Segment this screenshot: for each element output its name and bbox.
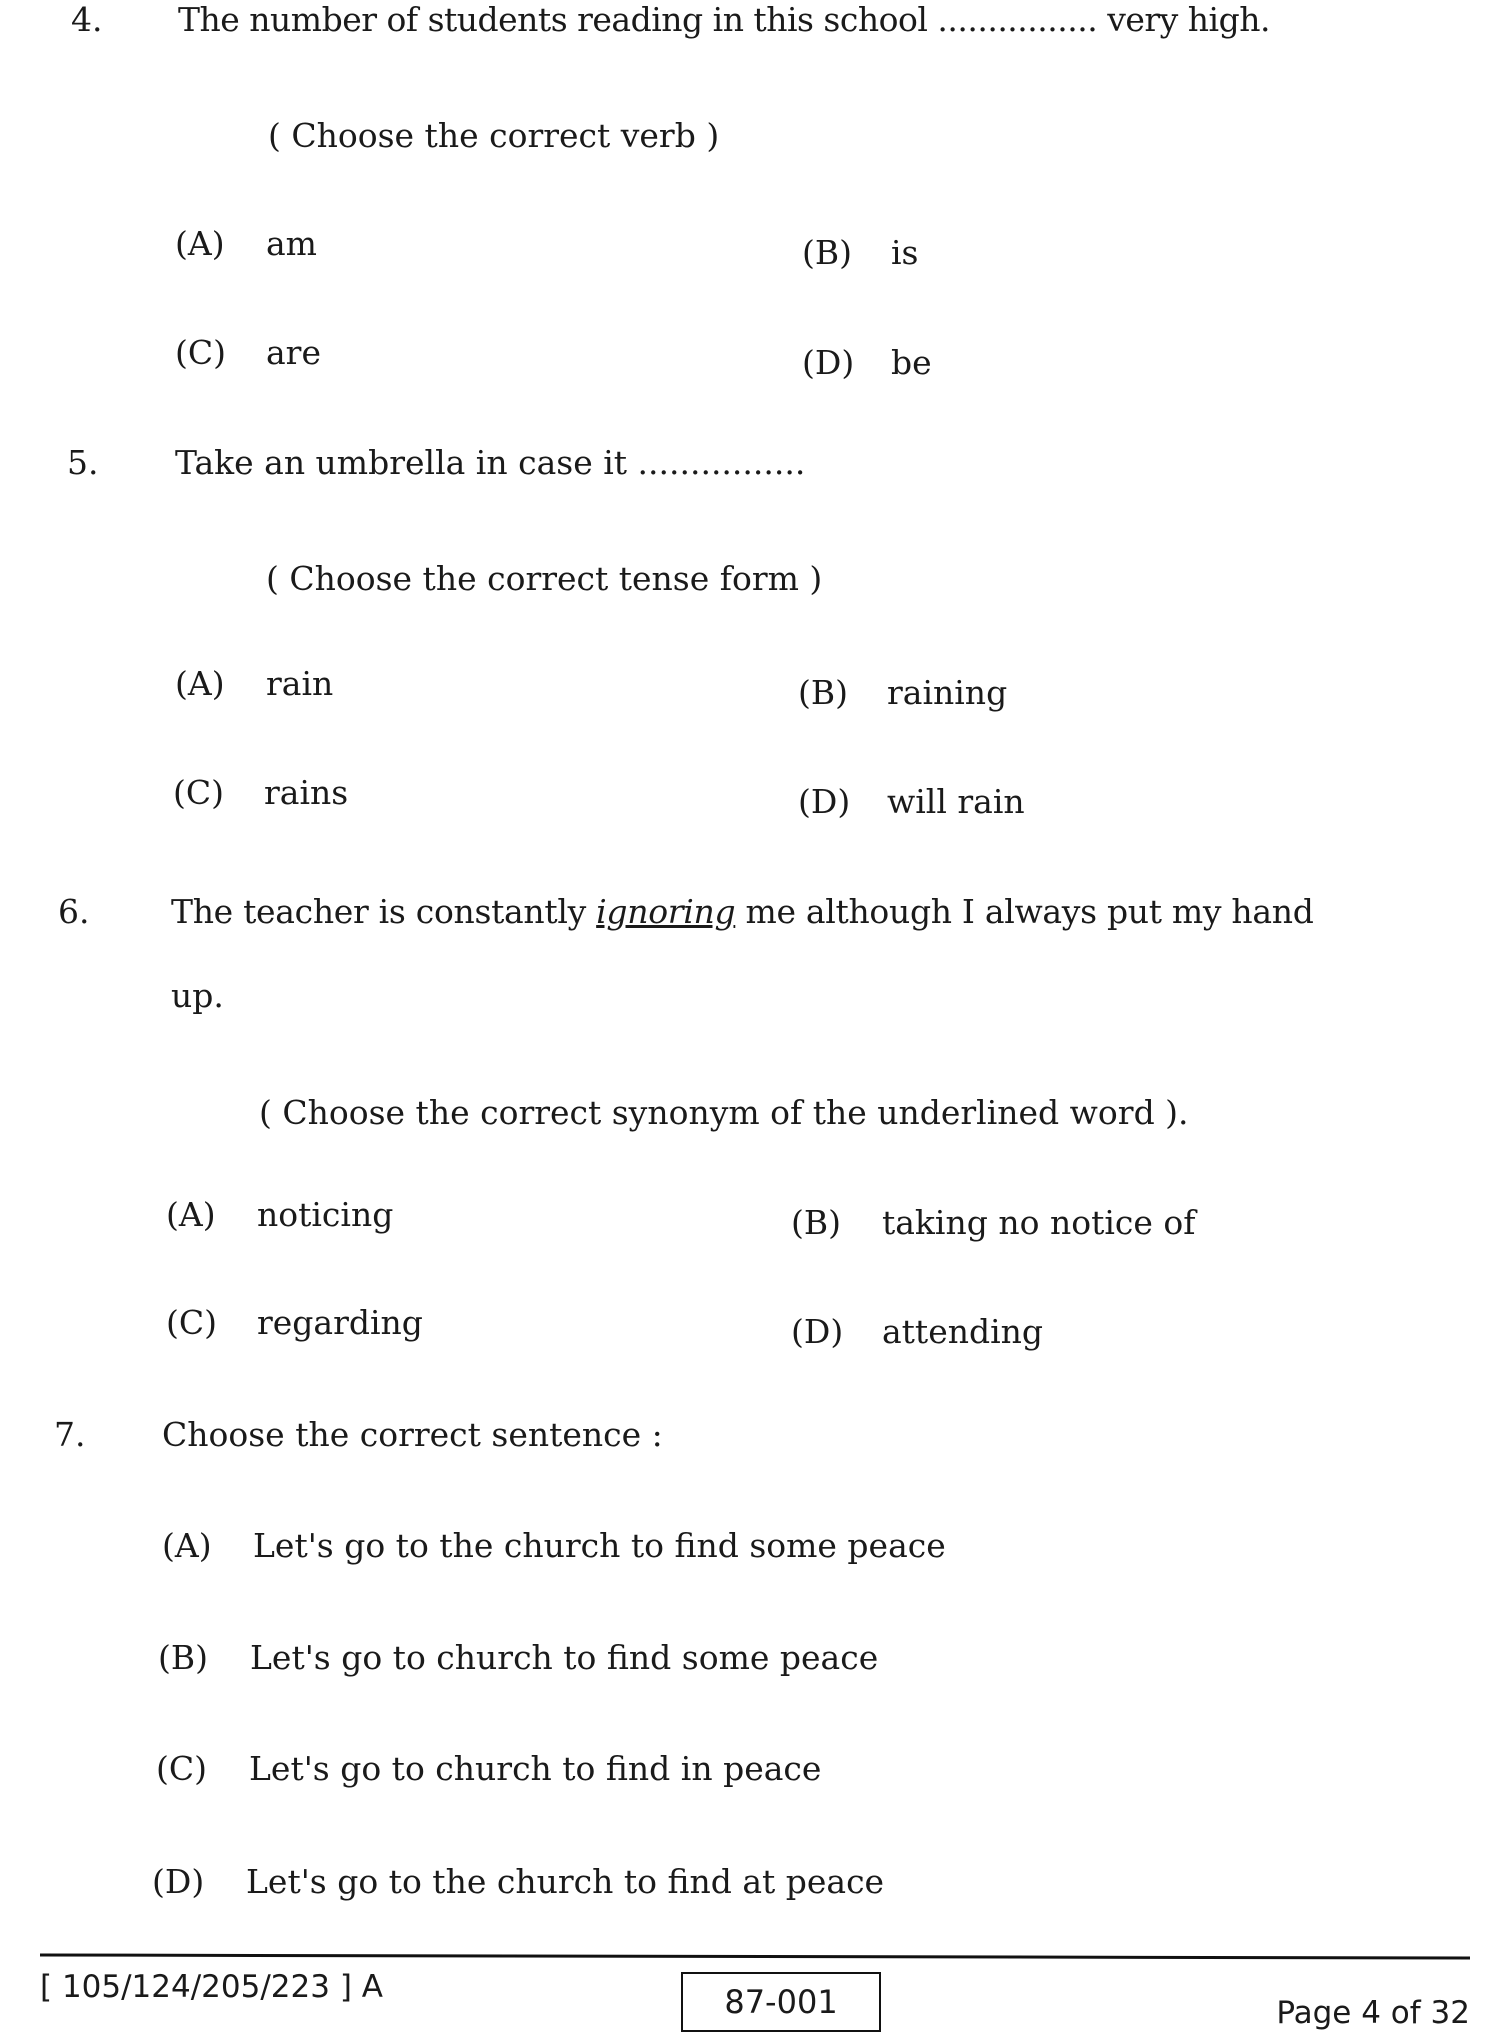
option-label: (C) — [173, 773, 224, 812]
option-label: (B) — [158, 1638, 208, 1677]
underlined-word: ignoring — [596, 892, 736, 931]
option-text: raining — [887, 673, 1008, 712]
question-number: 7. — [54, 1415, 86, 1454]
option-text: regarding — [257, 1303, 423, 1342]
instruction: ( Choose the correct synonym of the underlined word ). — [259, 1093, 1189, 1132]
option-text: taking no notice of — [882, 1203, 1196, 1242]
instruction: ( Choose the correct tense form ) — [266, 559, 823, 598]
paper-code: [ 105/124/205/223 ] A — [40, 1969, 383, 2005]
option-label: (D) — [791, 1312, 844, 1351]
option-label: (A) — [166, 1195, 216, 1234]
option-label: (C) — [156, 1749, 207, 1788]
option-label: (C) — [166, 1303, 217, 1342]
option-label: (A) — [175, 224, 225, 263]
question-text-start: The teacher is constantly — [171, 892, 586, 931]
option-text: am — [266, 224, 317, 263]
option-text: Let's go to the church to find some peace — [253, 1526, 946, 1565]
question-text: The number of students reading in this school ................ very high. — [178, 0, 1270, 39]
option-label: (D) — [802, 343, 855, 382]
footer-rule — [40, 1954, 1470, 1960]
question-text: Choose the correct sentence : — [162, 1415, 663, 1454]
option-label: (C) — [175, 333, 226, 372]
question-number: 6. — [58, 892, 90, 931]
question-continuation: up. — [171, 976, 224, 1015]
option-text: noticing — [257, 1195, 394, 1234]
page-number: Page 4 of 32 — [1276, 1995, 1470, 2031]
option-label: (B) — [791, 1203, 841, 1242]
option-text: be — [891, 343, 932, 382]
option-text: rains — [264, 773, 349, 812]
question-text: Take an umbrella in case it ................ — [175, 443, 806, 482]
option-label: (B) — [798, 673, 848, 712]
option-label: (A) — [175, 664, 225, 703]
question-number: 4. — [71, 0, 103, 39]
option-text: attending — [882, 1312, 1044, 1351]
option-text: Let's go to the church to find at peace — [246, 1862, 885, 1901]
option-label: (D) — [152, 1862, 205, 1901]
instruction: ( Choose the correct verb ) — [268, 116, 720, 155]
option-text: Let's go to church to find some peace — [250, 1638, 879, 1677]
option-label: (A) — [162, 1526, 212, 1565]
option-label: (B) — [802, 233, 852, 272]
option-text: are — [266, 333, 321, 372]
option-text: will rain — [887, 782, 1025, 821]
question-text — [171, 892, 1314, 932]
question-number: 5. — [67, 443, 99, 482]
option-text: rain — [266, 664, 334, 703]
option-label: (D) — [798, 782, 851, 821]
option-text: is — [891, 233, 919, 272]
option-text: Let's go to church to find in peace — [249, 1749, 822, 1788]
series-code-box: 87-001 — [681, 1972, 881, 2032]
question-text-end: me although I always put my hand — [745, 892, 1314, 931]
